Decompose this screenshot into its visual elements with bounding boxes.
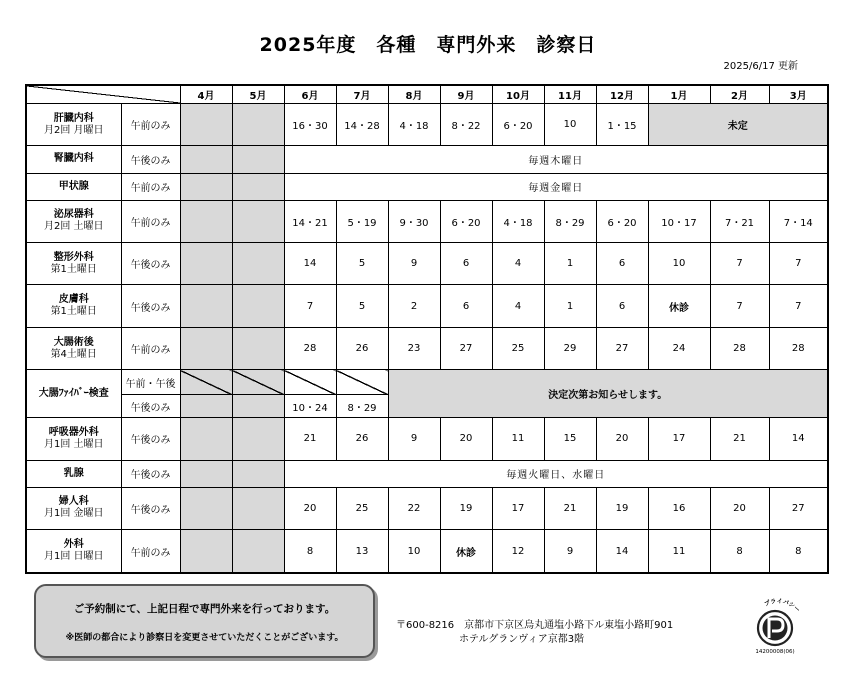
closed-cell [180,173,232,200]
closed-cell [180,200,232,242]
time-cell: 午前・午後 [121,370,180,395]
slash-cell [336,370,388,395]
closed-day-cell: 休診 [648,285,710,327]
closed-cell [180,327,232,369]
date-cell: 27 [440,327,492,369]
date-cell: 9 [544,530,596,573]
date-cell: 11 [492,418,544,460]
dept-cell: 婦人科 月1回 金曜日 [26,487,121,529]
date-cell: 6 [596,285,648,327]
address-line-2: ホテルグランヴィア京都3階 [459,634,585,645]
dept-cell: 呼吸器外科 月1回 土曜日 [26,418,121,460]
table-row [26,487,828,529]
date-cell: 6 [440,243,492,285]
date-cell: 6・20 [440,200,492,242]
schedule-table [25,84,829,574]
date-cell: 5 [336,285,388,327]
privacy-mark-icon [744,597,810,655]
date-cell: 4 [492,285,544,327]
date-cell: 24 [648,327,710,369]
closed-cell [232,200,284,242]
address-line-1: 〒600-8216 京都市下京区烏丸通塩小路下ル東塩小路町901 [396,620,674,631]
date-cell: 20 [440,418,492,460]
date-cell: 8 [710,530,769,573]
closed-cell [232,243,284,285]
table-row [26,285,828,327]
date-cell: 7・21 [710,200,769,242]
closed-cell [232,146,284,173]
slash-cell [180,370,232,395]
closed-cell [180,487,232,529]
time-cell: 午後のみ [121,243,180,285]
date-cell: 19 [440,487,492,529]
date-cell: 7 [710,243,769,285]
date-cell: 7 [769,243,828,285]
date-cell: 5 [336,243,388,285]
dept-cell: 整形外科 第1土曜日 [26,243,121,285]
dept-cell: 甲状腺 [26,173,121,200]
date-cell: 25 [492,327,544,369]
date-cell: 19 [596,487,648,529]
closed-cell [232,104,284,146]
month-header: 8月 [388,85,440,104]
date-cell: 2 [388,285,440,327]
time-cell: 午後のみ [121,146,180,173]
closed-cell [180,285,232,327]
date-cell: 22 [388,487,440,529]
date-cell: 23 [388,327,440,369]
date-cell: 13 [336,530,388,573]
dept-cell: 外科 月1回 日曜日 [26,530,121,573]
dept-cell: 乳腺 [26,460,121,487]
month-header: 2月 [710,85,769,104]
date-cell: 12 [492,530,544,573]
date-cell: 7 [710,285,769,327]
weekly-cell: 毎週火曜日、水曜日 [284,460,828,487]
month-header: 10月 [492,85,544,104]
time-cell: 午前のみ [121,327,180,369]
closed-cell [232,395,284,418]
closed-cell [180,530,232,573]
table-row [26,327,828,369]
date-cell: 21 [544,487,596,529]
date-cell: 6・20 [596,200,648,242]
date-cell: 25 [336,487,388,529]
undecided-cell: 未定 [648,104,828,146]
month-header: 1月 [648,85,710,104]
table-row [26,243,828,285]
date-cell: 21 [284,418,336,460]
closed-cell [180,395,232,418]
date-cell: 8 [284,530,336,573]
date-cell: 4・18 [388,104,440,146]
month-header: 5月 [232,85,284,104]
time-cell: 午前のみ [121,200,180,242]
time-cell: 午後のみ [121,418,180,460]
closed-cell [232,418,284,460]
date-cell: 28 [284,327,336,369]
month-header: 9月 [440,85,492,104]
tbd-cell: 決定次第お知らせします。 [388,370,828,418]
month-header: 3月 [769,85,828,104]
time-cell: 午後のみ [121,460,180,487]
closed-cell [232,460,284,487]
date-cell: 1 [544,243,596,285]
table-row [26,173,828,200]
time-cell: 午前のみ [121,173,180,200]
date-cell: 16・30 [284,104,336,146]
dept-cell: 大腸術後 第4土曜日 [26,327,121,369]
table-row [26,146,828,173]
date-cell: 10・24 [284,395,336,418]
closed-cell [180,104,232,146]
date-cell: 27 [769,487,828,529]
date-cell: 8 [769,530,828,573]
time-cell: 午後のみ [121,395,180,418]
reservation-note [34,584,375,658]
closed-cell [232,487,284,529]
closed-cell [180,418,232,460]
date-cell: 26 [336,327,388,369]
closed-cell [180,243,232,285]
date-cell: 29 [544,327,596,369]
date-cell: 9 [388,243,440,285]
table-row [26,530,828,573]
date-cell: 20 [710,487,769,529]
date-cell: 9・30 [388,200,440,242]
page-title: 2025年度 各種 専門外来 診察日 [259,34,597,56]
date-cell: 4・18 [492,200,544,242]
date-cell: 7・14 [769,200,828,242]
date-cell: 8・29 [544,200,596,242]
date-cell: 28 [769,327,828,369]
table-row [26,370,828,395]
dept-cell: 肝臓内科 月2回 月曜日 [26,104,121,146]
date-cell: 26 [336,418,388,460]
date-cell: 14 [596,530,648,573]
date-cell: 10 [648,243,710,285]
date-cell: 14・21 [284,200,336,242]
month-header: 11月 [544,85,596,104]
table-row [26,460,828,487]
date-cell: 5・19 [336,200,388,242]
time-cell: 午前のみ [121,530,180,573]
dept-cell: 大腸ﾌｧｲﾊﾞｰ検査 [26,370,121,418]
closed-cell [232,285,284,327]
dept-cell: 泌尿器科 月2回 土曜日 [26,200,121,242]
note-line-1: ご予約制にて、上記日程で専門外来を行っております。 [73,603,336,615]
date-cell: 6 [596,243,648,285]
date-cell: 27 [596,327,648,369]
date-cell: 10・17 [648,200,710,242]
date-cell: 1 [544,285,596,327]
date-cell: 28 [710,327,769,369]
closed-cell [232,173,284,200]
date-cell: 10 [544,104,596,146]
date-cell: 1・15 [596,104,648,146]
privacy-mark-number: 14200008(06) [755,649,795,655]
weekly-cell: 毎週木曜日 [284,146,828,173]
header-row [26,85,828,104]
date-cell: 14 [769,418,828,460]
month-header: 12月 [596,85,648,104]
date-cell: 17 [492,487,544,529]
time-cell: 午前のみ [121,104,180,146]
date-cell: 20 [284,487,336,529]
header-corner [26,85,180,104]
date-cell: 14 [284,243,336,285]
address-block [396,619,673,647]
time-cell: 午後のみ [121,487,180,529]
closed-cell [180,460,232,487]
date-cell: 20 [596,418,648,460]
table-row [26,200,828,242]
date-cell: 7 [769,285,828,327]
weekly-cell: 毎週金曜日 [284,173,828,200]
closed-cell [180,146,232,173]
note-line-2: ※医師の都合により診察日を変更させていただくことがございます。 [65,633,344,643]
date-cell: 6・20 [492,104,544,146]
table-row [26,104,828,146]
slash-cell [232,370,284,395]
date-cell: 17 [648,418,710,460]
date-cell: 6 [440,285,492,327]
updated-date: 2025/6/17 更新 [723,61,798,72]
month-header: 4月 [180,85,232,104]
dept-cell: 皮膚科 第1土曜日 [26,285,121,327]
closed-day-cell: 休診 [440,530,492,573]
date-cell: 7 [284,285,336,327]
privacy-mark-arc-text: プライバシー [763,597,802,614]
time-cell: 午後のみ [121,285,180,327]
date-cell: 21 [710,418,769,460]
date-cell: 9 [388,418,440,460]
table-row [26,418,828,460]
date-cell: 10 [388,530,440,573]
closed-cell [232,327,284,369]
date-cell: 8・22 [440,104,492,146]
date-cell: 4 [492,243,544,285]
date-cell: 15 [544,418,596,460]
date-cell: 16 [648,487,710,529]
dept-cell: 腎臓内科 [26,146,121,173]
month-header: 6月 [284,85,336,104]
closed-cell [232,530,284,573]
date-cell: 14・28 [336,104,388,146]
slash-cell [284,370,336,395]
date-cell: 8・29 [336,395,388,418]
month-header: 7月 [336,85,388,104]
date-cell: 11 [648,530,710,573]
